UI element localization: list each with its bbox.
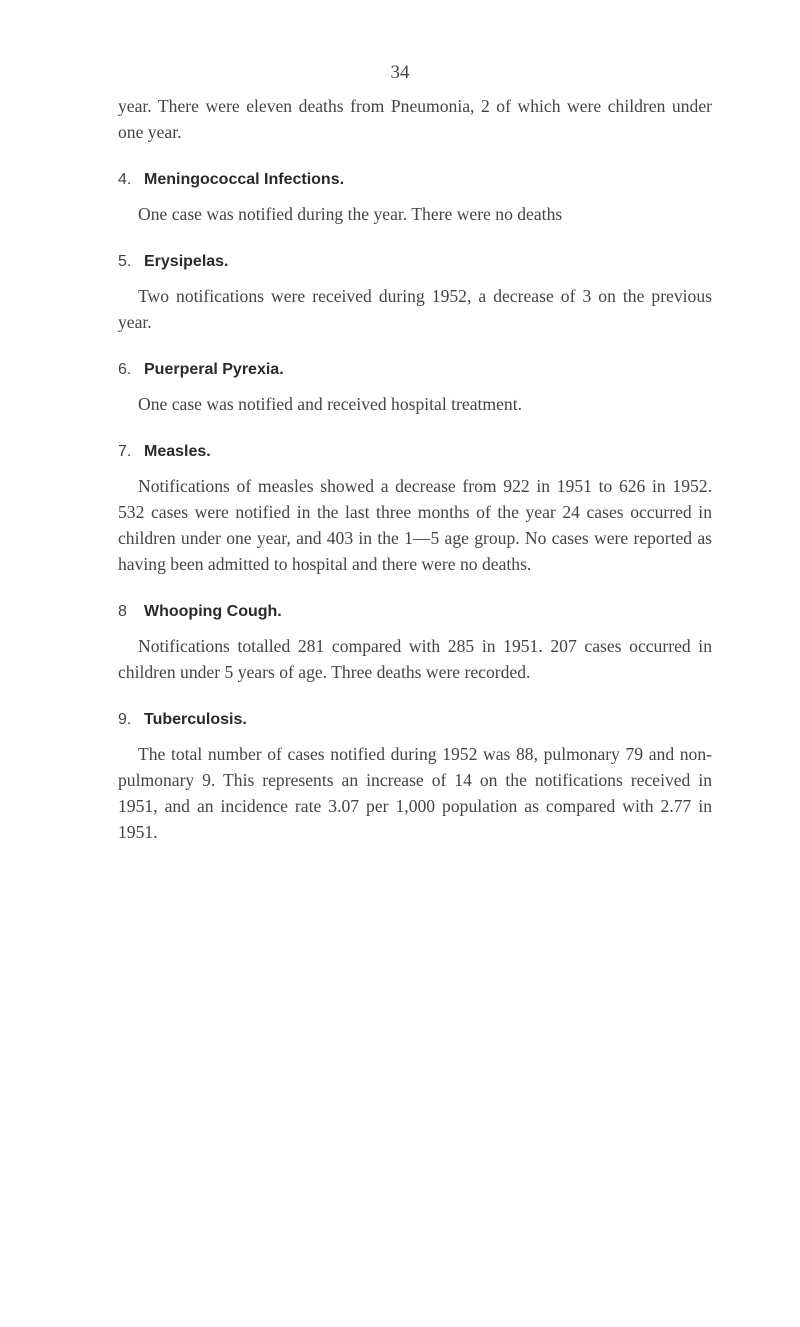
section-heading xyxy=(118,361,712,379)
section-meningococcal xyxy=(118,171,712,227)
section-number: 4. xyxy=(118,171,132,188)
section-number: 8 xyxy=(118,603,127,620)
section-title: Puerperal Pyrexia. xyxy=(144,361,284,378)
section-title: Whooping Cough. xyxy=(144,603,282,620)
section-number: 6. xyxy=(118,361,132,378)
section-measles xyxy=(118,443,712,577)
page-number: 34 xyxy=(390,62,410,83)
section-number: 7. xyxy=(118,443,132,460)
section-text: The total number of cases notified during 1952 was 88, pulmonary 79 and non-pulmonary 9. This represents an increase of 14 on the notifications received in 1951, and an incidence rate 3.07 per 1,000 population as compared with 2.77 in 1951. xyxy=(118,744,712,842)
section-tuberculosis xyxy=(118,711,712,845)
section-text: Notifications totalled 281 compared with 285 in 1951. 207 cases occurred in children under 5 years of age. Three deaths were recorded. xyxy=(118,636,712,682)
section-title: Tuberculosis. xyxy=(144,711,247,728)
section-whooping-cough xyxy=(118,603,712,685)
section-number: 5. xyxy=(118,253,132,270)
section-title: Erysipelas. xyxy=(144,253,229,270)
section-puerperal-pyrexia xyxy=(118,361,712,417)
section-heading xyxy=(118,443,712,461)
section-number: 9. xyxy=(118,711,132,728)
section-heading xyxy=(118,603,712,621)
section-title: Meningococcal Infections. xyxy=(144,171,345,188)
section-heading xyxy=(118,711,712,729)
section-text: Notifications of measles showed a decrease from 922 in 1951 to 626 in 1952. 532 cases were notified in the last three months of the year 24 cases occurred in children under one year, and 403 in the 1—5 age group. No cases were reported as having been admitted to hospital and there were no deaths. xyxy=(118,476,712,574)
section-text: Two notifications were received during 1952, a decrease of 3 on the previous year. xyxy=(118,286,712,332)
section-heading xyxy=(118,171,712,189)
section-title: Measles. xyxy=(144,443,211,460)
section-text: One case was notified and received hospital treatment. xyxy=(138,394,522,414)
section-text: One case was notified during the year. There were no deaths xyxy=(138,204,563,224)
intro-paragraph: year. There were eleven deaths from Pneumonia, 2 of which were children under one year. xyxy=(118,96,712,142)
section-erysipelas xyxy=(118,253,712,335)
document-body xyxy=(118,93,712,845)
section-heading xyxy=(118,253,712,271)
